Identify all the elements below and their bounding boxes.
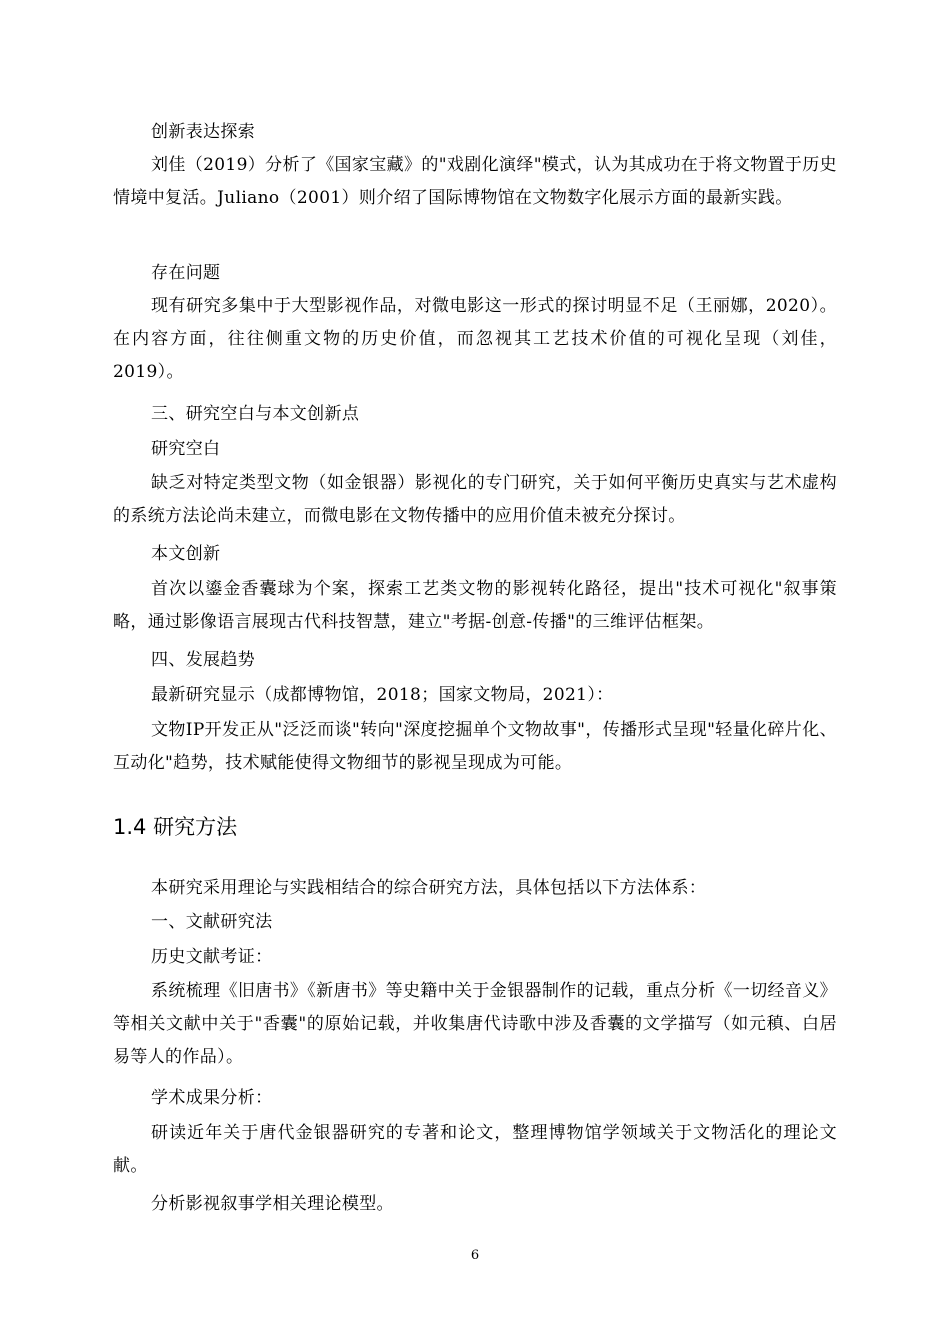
paragraph-subheading: 研究空白 (151, 439, 221, 459)
paragraph: 研读近年关于唐代金银器研究的专著和论文，整理博物馆学领域关于文物活化的理论文献。 (113, 1123, 837, 1176)
paragraph: 本研究采用理论与实践相结合的综合研究方法，具体包括以下方法体系： (151, 878, 707, 898)
paragraph: 刘佳（2019）分析了《国家宝藏》的"戏剧化演绎"模式，认为其成功在于将文物置于历史情境中复活。Juliano（2001）则介绍了国际博物馆在文物数字化展示方面的最新实践。 (113, 155, 837, 208)
page-number: 6 (470, 1248, 480, 1263)
paragraph-subheading: 创新表达探索 (151, 122, 256, 142)
paragraph: 文物IP开发正从"泛泛而谈"转向"深度挖掘单个文物故事"，传播形式呈现"轻量化碎片化、互动化"趋势，技术赋能使得文物细节的影视呈现成为可能。 (113, 720, 837, 773)
paragraph: 首次以鎏金香囊球为个案，探索工艺类文物的影视转化路径，提出"技术可视化"叙事策略，通过影像语言展现古代科技智慧，建立"考据-创意-传播"的三维评估框架。 (113, 579, 837, 632)
paragraph: 缺乏对特定类型文物（如金银器）影视化的专门研究，关于如何平衡历史真实与艺术虚构的系统方法论尚未建立，而微电影在文物传播中的应用价值未被充分探讨。 (113, 473, 837, 526)
paragraph: 现有研究多集中于大型影视作品，对微电影这一形式的探讨明显不足（王丽娜，2020）。在内容方面，往往侧重文物的历史价值，而忽视其工艺技术价值的可视化呈现（刘佳，2019）。 (113, 296, 837, 382)
paragraph: 系统梳理《旧唐书》《新唐书》等史籍中关于金银器制作的记载，重点分析《一切经音义》等相关文献中关于"香囊"的原始记载，并收集唐代诗歌中涉及香囊的文学描写（如元稹、白居易等人的作品）。 (113, 981, 837, 1067)
paragraph-subheading: 三、研究空白与本文创新点 (151, 404, 360, 424)
paragraph: 分析影视叙事学相关理论模型。 (151, 1194, 394, 1214)
paragraph-subheading: 四、发展趋势 (151, 650, 256, 670)
paragraph-subheading: 本文创新 (151, 544, 221, 564)
paragraph: 最新研究显示（成都博物馆，2018；国家文物局，2021）： (151, 685, 614, 705)
paragraph-subheading: 历史文献考证： (151, 947, 273, 967)
paragraph-subheading: 一、文献研究法 (151, 912, 273, 932)
section-heading: 1.4 研究方法 (113, 815, 238, 839)
paragraph-subheading: 存在问题 (151, 263, 221, 283)
paragraph-subheading: 学术成果分析： (151, 1088, 273, 1108)
